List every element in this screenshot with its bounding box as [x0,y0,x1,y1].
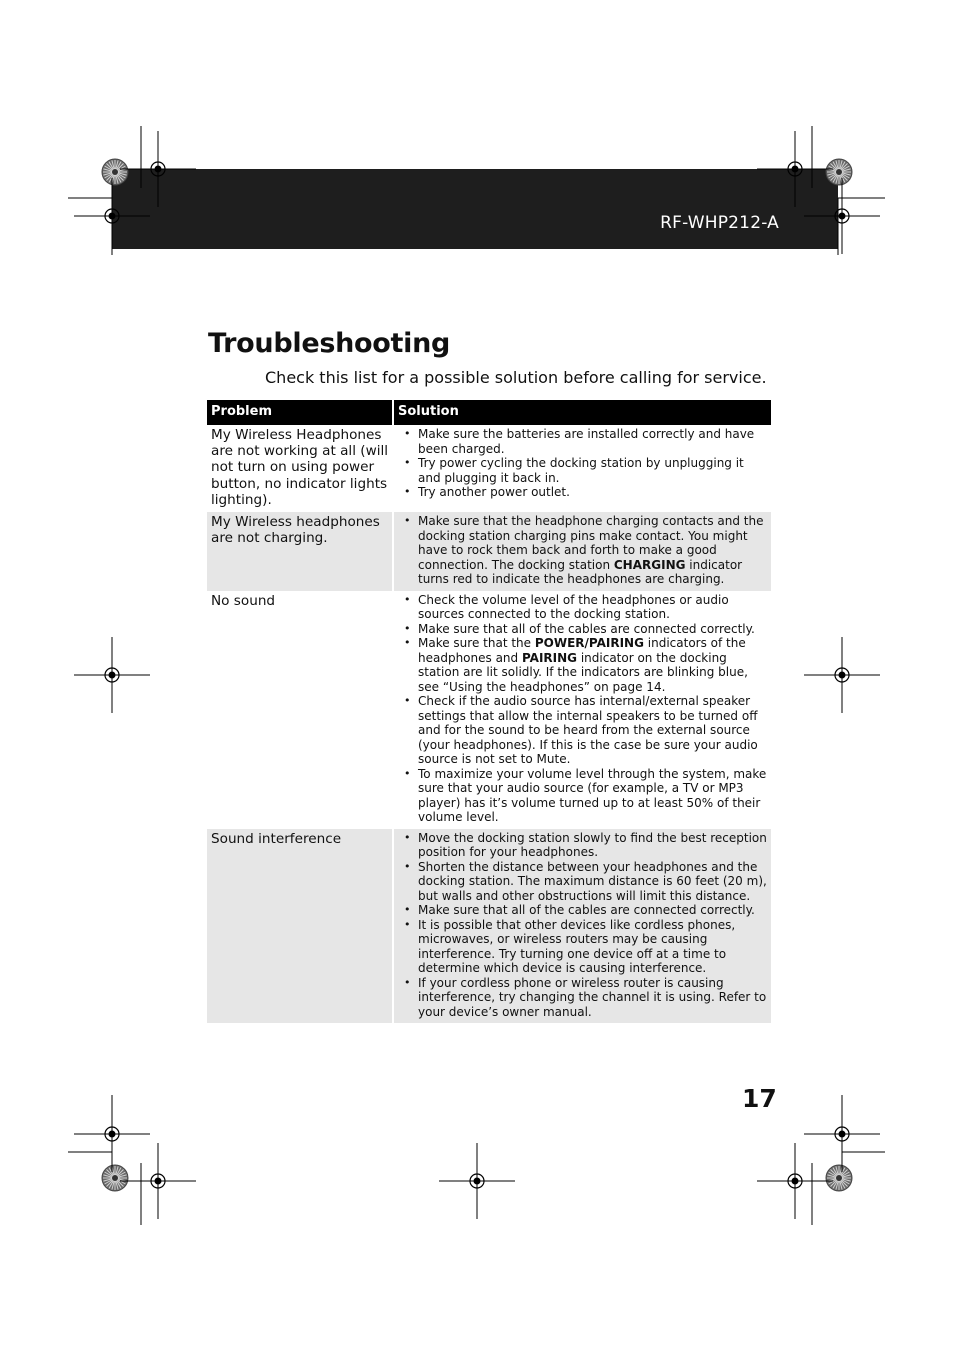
table-row [207,591,771,829]
problem-cell [207,425,393,512]
header-bar [112,169,838,249]
problem-cell [207,829,393,1024]
problem-text: My Wireless headphones are not charging. [211,514,380,547]
solution-item: • Make sure that all of the cables are connected correctly. [404,622,768,637]
table-row [207,512,771,591]
problem-text: No sound [211,592,276,609]
solution-cell [393,512,771,591]
solution-list [404,593,768,825]
problem-column-header: Problem [207,400,393,425]
problem-cell [207,591,393,829]
solution-item: • Make sure that all of the cables are connected correctly. [404,903,768,918]
solution-item: • If your cordless phone or wireless router is causing interference, try changing the channel it is using. Refer to your device’s owner manual. [404,976,768,1020]
solution-item: • Try power cycling the docking station by unplugging it and plugging it back in. [404,456,768,485]
problem-text: Sound interference [211,830,342,847]
solution-item: • Make sure that the headphone charging contacts and the docking station charging pins make contact. You might have to rock them back and forth to make a good connection. The docking station CHARGING indicator turns red to indicate the headphones are charging. [404,514,768,587]
table-row [207,425,771,512]
model-name: RF-WHP212-A [660,213,779,233]
problem-text: My Wireless Headphones are not working at all (will not turn on using power button, no indicator lights lighting). [211,427,389,508]
troubleshooting-table [207,400,771,1023]
table-row [207,829,771,1024]
intro-text: Check this list for a possible solution before calling for service. [265,368,767,387]
solution-cell [393,829,771,1024]
solution-item: • To maximize your volume level through the system, make sure that your audio source (for example, a TV or MP3 player) has it’s volume turned up to at least 50% of their volume level. [404,767,768,825]
solution-item: • Check if the audio source has internal/external speaker settings that allow the internal speakers to be turned off and for the sound to be heard from the external source (your headphones). If this is the case be sure your audio source is not set to Mute. [404,694,768,767]
solution-item: • Shorten the distance between your headphones and the docking station. The maximum distance is 60 feet (20 m), but walls and other obstructions will limit this distance. [404,860,768,904]
page-title: Troubleshooting [208,328,451,359]
solution-list [404,514,768,587]
table-body [207,425,771,1023]
solution-cell [393,425,771,512]
page-number: 17 [742,1084,777,1113]
solution-item: • Make sure the batteries are installed correctly and have been charged. [404,427,768,456]
solution-list [404,831,768,1020]
table-header-row [207,400,771,425]
solution-item: • It is possible that other devices like cordless phones, microwaves, or wireless routers may be causing interference. Try turning one device off at a time to determine which device is causing interference. [404,918,768,976]
solution-list [404,427,768,500]
solution-item: • Check the volume level of the headphones or audio sources connected to the docking station. [404,593,768,622]
solution-item: • Move the docking station slowly to find the best reception position for your headphones. [404,831,768,860]
solution-column-header: Solution [393,400,771,425]
solution-cell [393,591,771,829]
solution-item: • Make sure that the POWER/PAIRING indicators of the headphones and PAIRING indicator on the docking station are lit solidly. If the indicators are blinking blue, see “Using the headphones” on page 14. [404,636,768,694]
problem-cell [207,512,393,591]
solution-item: • Try another power outlet. [404,485,768,500]
